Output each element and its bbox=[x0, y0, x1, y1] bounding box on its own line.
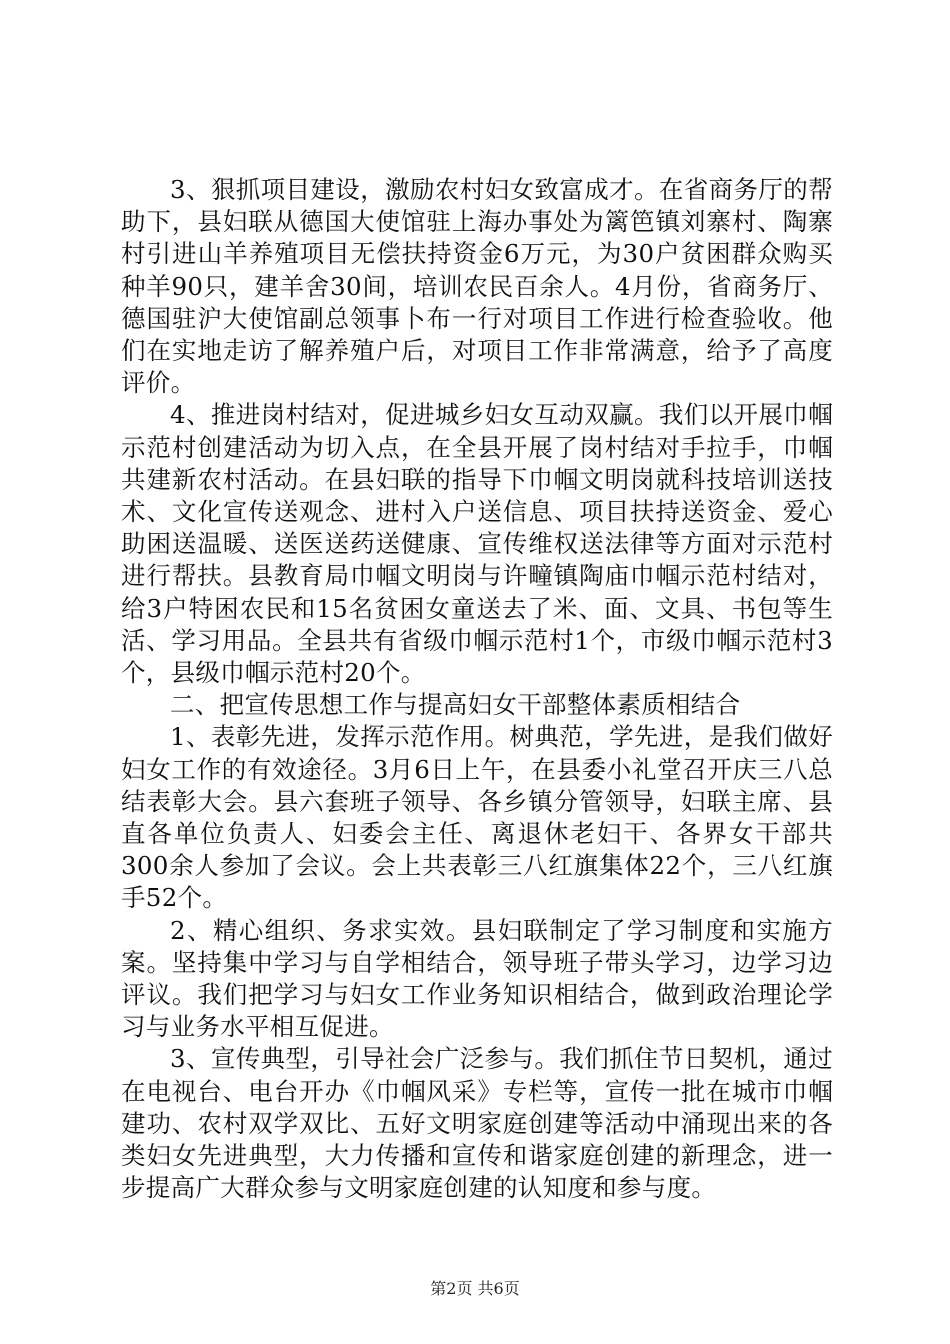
paragraph-village-pairing: 4、推进岗村结对，促进城乡妇女互动双赢。我们以开展巾帼示范村创建活动为切入点，在全县开展了岗村结对手拉手，巾帼共建新农村活动。在县妇联的指导下巾帼文明岗就科技培训送技术、文化宣传送观念、进村入户送信息、项目扶持送资金、爱心助困送温暖、送医送药送健康、宣传维权送法律等方面对示范村进行帮扶。县教育局巾帼文明岗与许疃镇陶庙巾帼示范村结对，给3户特困农民和15名贫困女童送去了米、面、文具、书包等生活、学习用品。全县共有省级巾帼示范村1个，市级巾帼示范村3个，县级巾帼示范村20个。 bbox=[121, 400, 833, 688]
paragraph-organization: 2、精心组织、务求实效。县妇联制定了学习制度和实施方案。坚持集中学习与自学相结合，领导班子带头学习，边学习边评议。我们把学习与妇女工作业务知识相结合，做到政治理论学习与业务水平相互促进。 bbox=[121, 915, 833, 1042]
page-indicator: 第2页 共6页 bbox=[430, 1279, 520, 1298]
section-heading: 二、把宣传思想工作与提高妇女干部整体素质相结合 bbox=[170, 690, 741, 720]
page-footer bbox=[0, 1279, 950, 1299]
paragraph-publicity: 3、宣传典型，引导社会广泛参与。我们抓住节日契机，通过在电视台、电台开办《巾帼风采》专栏等，宣传一批在城市巾帼建功、农村双学双比、五好文明家庭创建等活动中涌现出来的各类妇女先进典型，大力传播和宣传和谐家庭创建的新理念，进一步提高广大群众参与文明家庭创建的认知度和参与度。 bbox=[121, 1044, 833, 1203]
paragraph-project-construction: 3、狠抓项目建设，激励农村妇女致富成才。在省商务厅的帮助下，县妇联从德国大使馆驻上海办事处为篱笆镇刘寨村、陶寨村引进山羊养殖项目无偿扶持资金6万元，为30户贫困群众购买种羊90只，建羊舍30间，培训农民百余人。4月份，省商务厅、德国驻沪大使馆副总领事卜布一行对项目工作进行检查验收。他们在实地走访了解养殖户后，对项目工作非常满意，给予了高度评价。 bbox=[121, 175, 833, 398]
document-body bbox=[121, 174, 833, 1205]
paragraph-commendation: 1、表彰先进，发挥示范作用。树典范，学先进，是我们做好妇女工作的有效途径。3月6日上午，在县委小礼堂召开庆三八总结表彰大会。县六套班子领导、各乡镇分管领导，妇联主席、县直各单位负责人、妇委会主任、离退休老妇干、各界女干部共300余人参加了会议。会上共表彰三八红旗集体22个，三八红旗手52个。 bbox=[121, 722, 833, 913]
